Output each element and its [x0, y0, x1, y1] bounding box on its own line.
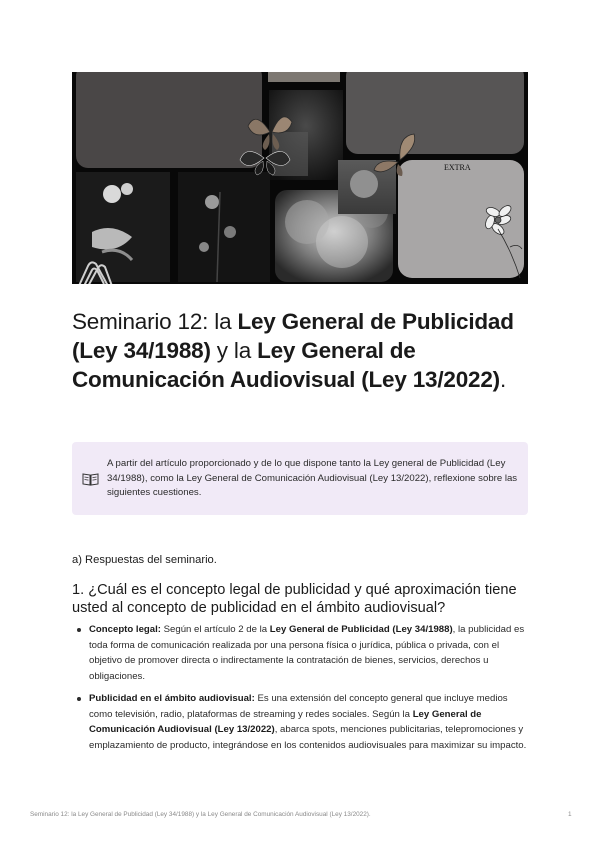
answer-list	[72, 622, 528, 760]
callout-text: A partir del artículo proporcionado y de lo que dispone tanto la Ley general de Publicidad (Ley 34/1988), como la Ley General de Comunicación Audiovisual (Ley 13/2022), reflexione sobre las siguientes cuestiones.	[107, 458, 518, 498]
open-book-icon	[82, 472, 99, 486]
cover-extra-label: EXTRA	[444, 163, 471, 172]
document-title: Seminario 12: la Ley General de Publicidad (Ley 34/1988) y la Ley General de Comunicación Audiovisual (Ley 13/2022).	[72, 309, 514, 392]
section-heading: a) Respuestas del seminario.	[72, 554, 217, 566]
cover-collage	[72, 72, 528, 284]
page-footer: Seminario 12: la Ley General de Publicidad (Ley 34/1988) y la Ley General de Comunicación Audiovisual (Ley 13/2022).	[30, 811, 371, 818]
cover-image	[72, 72, 528, 284]
list-item: Concepto legal: Según el artículo 2 de la Ley General de Publicidad (Ley 34/1988), la publicidad es toda forma de comunicación realizada por una persona física o jurídica, pública o privada, con el objetivo de promover directa o indirectamente la contratación de bienes, servicios, derechos u obligaciones.	[72, 622, 528, 684]
instructions-callout	[72, 442, 528, 515]
bullet-icon	[77, 628, 81, 632]
bullet-icon	[77, 697, 81, 701]
list-item: Publicidad en el ámbito audiovisual: Es una extensión del concepto general que incluye medios como televisión, radio, plataformas de streaming y redes sociales. Según la Ley General de Comunicación Audiovisual (Ley 13/2022), abarca spots, menciones publicitarias, telepromociones y emplazamiento de producto, integrándose en los contenidos audiovisuales para maximizar su impacto.	[72, 691, 528, 753]
question-heading: 1. ¿Cuál es el concepto legal de publicidad y qué aproximación tiene usted al concepto de publicidad en el ámbito audiovisual?	[72, 582, 517, 616]
page-number: 1	[568, 811, 572, 818]
